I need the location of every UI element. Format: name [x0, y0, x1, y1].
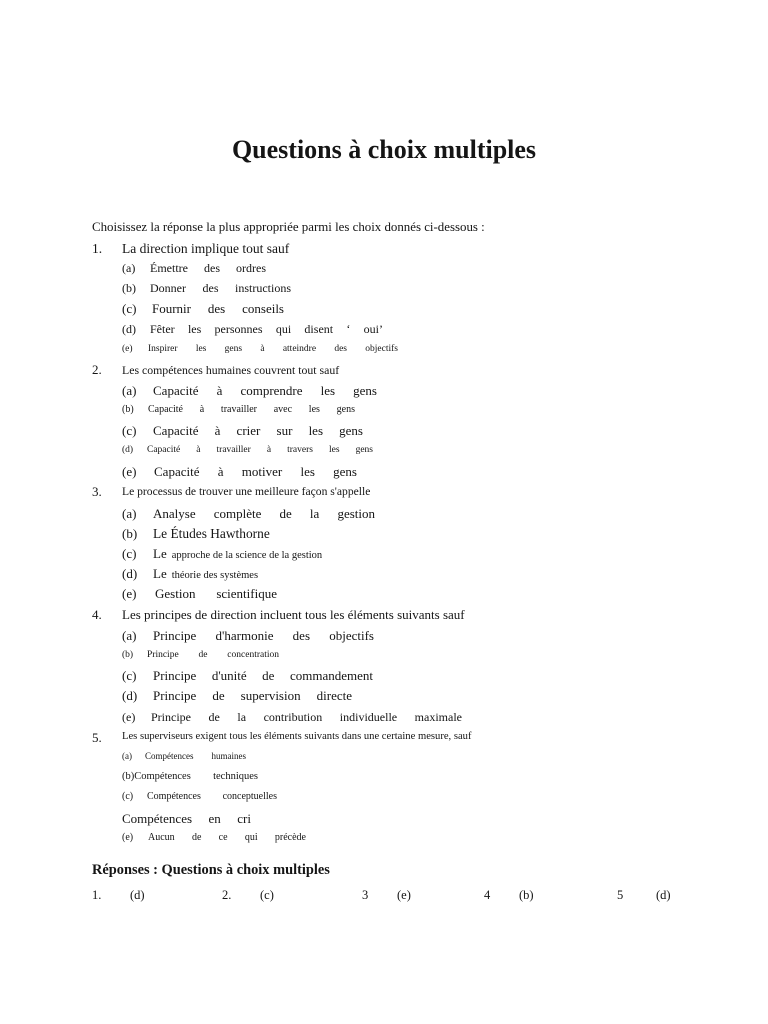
- option-letter: (b): [122, 650, 134, 660]
- option-text: Principe de la contribution individuelle maximale: [151, 710, 462, 724]
- option-letter: (a): [122, 261, 136, 275]
- option-letter: (e): [122, 710, 136, 724]
- option-lead-word: Le: [153, 546, 167, 561]
- option-letter: (e): [122, 464, 137, 479]
- option-letter: (d): [122, 566, 138, 581]
- answers-heading: Réponses : Questions à choix multiples: [92, 862, 330, 878]
- option-text-group: [153, 564, 258, 586]
- instructions: Choisissez la réponse la plus appropriée parmi les choix donnés ci-dessous :: [92, 220, 485, 234]
- question-number: 1.: [92, 241, 103, 256]
- option-text: Capacité à motiver les gens: [154, 464, 357, 479]
- option-text: Capacité à travailler à travers les gens: [147, 445, 373, 455]
- option-text: (b)Compétences techniques: [122, 771, 258, 782]
- question-3: [0, 482, 768, 502]
- option-text: Analyse complète de la gestion: [153, 506, 375, 521]
- option-d: [0, 440, 768, 460]
- question-number: 3.: [92, 484, 102, 499]
- option-e: [0, 828, 768, 848]
- option-text: Capacité à travailler avec les gens: [148, 404, 355, 415]
- question-2: [0, 360, 768, 380]
- option-c: [0, 299, 768, 319]
- option-text: Capacité à crier sur les gens: [153, 423, 363, 438]
- option-letter: (c): [122, 791, 134, 802]
- answer-value: (e): [397, 888, 411, 902]
- option-text: Le Études Hawthorne: [153, 526, 270, 541]
- question-4: [0, 605, 768, 625]
- option-text: Gestion scientifique: [155, 586, 277, 601]
- option-b: [0, 767, 768, 787]
- option-text: Donner des instructions: [150, 281, 291, 295]
- option-text: approche de la science de la gestion: [171, 550, 323, 561]
- answer-value: (d): [656, 888, 671, 902]
- option-c: [0, 421, 768, 441]
- option-letter: (a): [122, 383, 137, 398]
- option-letter: (a): [122, 628, 137, 643]
- question-text: Les compétences humaines couvrent tout sauf: [122, 363, 340, 377]
- question-5: [0, 728, 768, 748]
- answer-number: 3: [362, 888, 369, 902]
- option-letter: (c): [122, 301, 137, 316]
- question-text: Les principes de direction incluent tous les éléments suivants sauf: [122, 607, 465, 622]
- option-letter: (a): [122, 506, 137, 521]
- option-letter: (d): [122, 688, 138, 703]
- option-text: Principe de concentration: [147, 650, 279, 660]
- option-text: Compétences en cri: [122, 811, 251, 826]
- option-letter: (c): [122, 668, 137, 683]
- option-text: Inspirer les gens à atteindre des objectifs: [148, 344, 398, 354]
- instructions-line: [0, 217, 768, 237]
- answer-value: (b): [519, 888, 534, 902]
- option-letter: (d): [122, 322, 136, 336]
- option-letter: (e): [122, 586, 137, 601]
- question-text: Le processus de trouver une meilleure façon s'appelle: [122, 485, 371, 498]
- option-e: [0, 584, 768, 604]
- option-text: Aucun de ce qui précède: [148, 832, 306, 843]
- question-number: 4.: [92, 607, 102, 622]
- option-c: [0, 666, 768, 686]
- option-a: [0, 504, 768, 524]
- option-letter: (b): [122, 526, 138, 541]
- option-text: Capacité à comprendre les gens: [153, 383, 377, 398]
- option-c: [0, 787, 768, 807]
- option-text: Fêter les personnes qui disent ‘ oui’: [150, 322, 383, 336]
- answer-number: 1.: [92, 888, 102, 902]
- option-d: [0, 564, 768, 584]
- question-text: Les superviseurs exigent tous les éléments suivants dans une certaine mesure, sauf: [122, 731, 472, 742]
- option-d: [0, 809, 768, 829]
- option-letter: (e): [122, 344, 133, 354]
- option-lead-word: Le: [153, 566, 167, 581]
- page-title: Questions à choix multiples: [231, 135, 537, 164]
- option-e: [0, 707, 768, 727]
- answer-number: 4: [484, 888, 491, 902]
- answer-number: 5: [617, 888, 624, 902]
- option-letter: (c): [122, 423, 137, 438]
- option-b: [0, 400, 768, 420]
- option-d: [0, 686, 768, 706]
- option-text: Fournir des conseils: [152, 301, 284, 316]
- question-1: [0, 239, 768, 259]
- option-a: [0, 746, 768, 766]
- option-letter: (a): [122, 751, 132, 761]
- answers-heading-line: [0, 860, 768, 880]
- option-text: Émettre des ordres: [150, 261, 266, 275]
- question-number: 2.: [92, 362, 102, 377]
- option-text: Principe de supervision directe: [153, 688, 352, 703]
- option-e: [0, 462, 768, 482]
- option-a: [0, 381, 768, 401]
- option-text: théorie des systèmes: [171, 570, 259, 581]
- option-c: [0, 544, 768, 564]
- option-letter: (b): [122, 281, 136, 295]
- option-text: Compétences humaines: [145, 751, 246, 761]
- option-d: [0, 319, 768, 339]
- option-letter: (e): [122, 832, 134, 843]
- option-text: Compétences conceptuelles: [147, 791, 277, 802]
- question-number: 5.: [92, 730, 102, 745]
- answer-value: (c): [260, 888, 274, 902]
- option-a: [0, 258, 768, 278]
- option-text: Principe d'harmonie des objectifs: [153, 628, 374, 643]
- question-text: La direction implique tout sauf: [122, 241, 290, 256]
- option-b: [0, 278, 768, 298]
- option-e: [0, 339, 768, 359]
- option-letter: (c): [122, 546, 137, 561]
- option-a: [0, 626, 768, 646]
- option-text: Principe d'unité de commandement: [153, 668, 373, 683]
- answer-number: 2.: [222, 888, 232, 902]
- answers-row: [0, 885, 768, 905]
- option-b: [0, 645, 768, 665]
- option-text-group: [153, 544, 322, 566]
- option-letter: (b): [122, 404, 134, 415]
- option-letter: (d): [122, 445, 134, 455]
- option-b: [0, 524, 768, 544]
- answer-value: (d): [130, 888, 145, 902]
